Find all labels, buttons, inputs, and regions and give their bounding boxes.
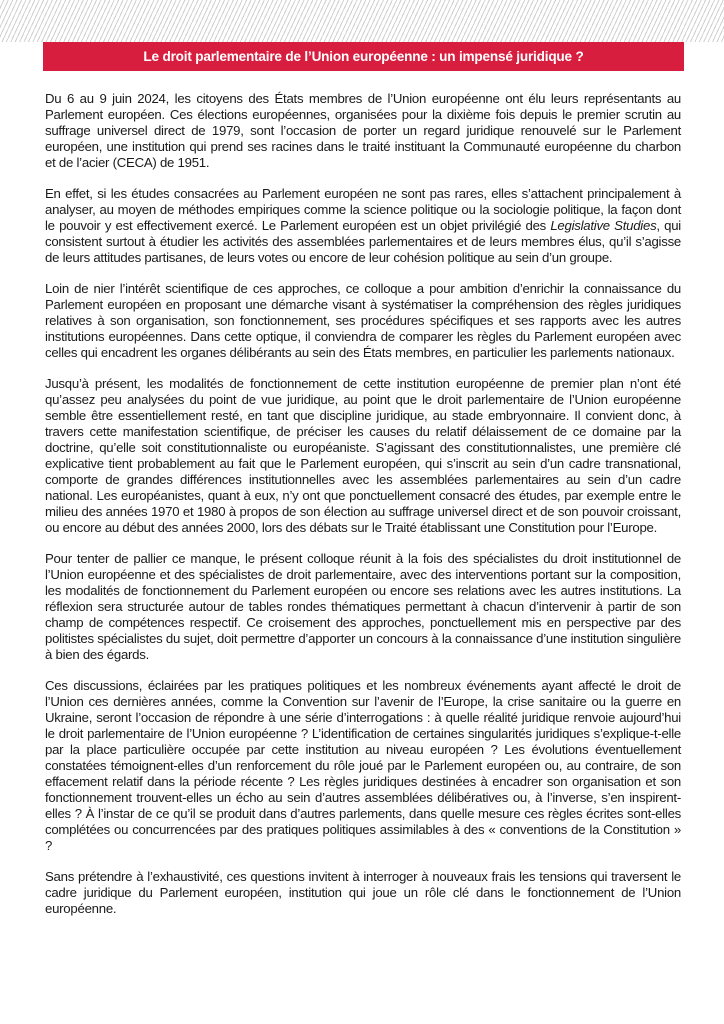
body-text	[45, 91, 681, 932]
paragraph-3: Loin de nier l’intérêt scientifique de ces approches, ce colloque a pour ambition d’enrichir la connaissance du Parlement européen en proposant une démarche visant à systématiser la compréhension des règles juridiques relatives à son organisation, son fonctionnement, ses procédures spécifiques et ses rapports avec les autres institutions européennes. Dans cette optique, il conviendra de comparer les règles du Parlement européen avec celles qui encadrent les organes délibérants au sein des États membres, en particulier les parlements nationaux.	[45, 281, 681, 360]
paragraph-2-end: , qui consistent surtout à étudier les activités des assemblées parlementaires et de leurs membres élus, qu’il s’agisse de leurs attitudes partisanes, de leurs votes ou encore de leur cohésion politique au sein d’un groupe.	[45, 218, 681, 265]
paragraph-6: Ces discussions, éclairées par les pratiques politiques et les nombreux événements ayant affecté le droit de l’Union ces dernières années, comme la Convention sur l’avenir de l’Europe, la crise sanitaire ou la guerre en Ukraine, seront l’occasion de répondre à une série d’interrogations : à quelle réalité juridique renvoie aujourd’hui le droit parlementaire de l’Union européenne ? L’identification de certaines singularités juridiques s’explique-t-elle par la place particulière occupée par cette institution au niveau européen ? Les évolutions éventuellement constatées témoignent-elles d’un renforcement du rôle joué par le Parlement européen ou, au contraire, de son effacement relatif dans la période récente ? Les règles juridiques destinées à encadrer son organisation et son fonctionnement trouvent-elles un écho au sein d’autres assemblées délibératives ou, à l’inverse, s’en inspirent-elles ? À l’instar de ce qu’il se produit dans d’autres parlements, dans quelle mesure ces règles écrites sont-elles complétées ou concurrencées par des pratiques politiques assimilables à des « conventions de la Constitution » ?	[45, 678, 681, 853]
paragraph-1: Du 6 au 9 juin 2024, les citoyens des États membres de l’Union européenne ont élu leurs représentants au Parlement européen. Ces élections européennes, organisées pour la dixième fois depuis le premier scrutin au suffrage universel direct de 1979, sont l’occasion de porter un regard juridique renouvelé sur le Parlement européen, une institution qui prend ses racines dans le traité instituant la Communauté européenne du charbon et de l’acier (CECA) de 1951.	[45, 91, 681, 170]
paragraph-2-start: En effet, si les études consacrées au Parlement européen ne sont pas rares, elles s’attachent principalement à analyser, au moyen de méthodes empiriques comme la science politique ou la sociologie politique, la façon dont le pouvoir y est effectivement exercé. Le Parlement européen est un objet privilégié des	[45, 186, 681, 233]
paragraph-5: Pour tenter de pallier ce manque, le présent colloque réunit à la fois des spécialistes du droit institutionnel de l’Union européenne et des spécialistes de droit parlementaire, avec des interventions portant sur la composition, les modalités de fonctionnement du Parlement européen ou encore ses relations avec les autres institutions. La réflexion sera structurée autour de tables rondes thématiques permettant à chacun d’intervenir à partir de son champ de compétences respectif. Ce croisement des approches, ponctuellement mis en perspective par des politistes spécialistes du sujet, doit permettre d’apporter un concours à la connaissance d’une institution singulière à bien des égards.	[45, 551, 681, 662]
paragraph-7: Sans prétendre à l’exhaustivité, ces questions invitent à interroger à nouveaux frais les tensions qui traversent le cadre juridique du Parlement européen, institution qui joue un rôle clé dans le fonctionnement de l’Union européenne.	[45, 869, 681, 916]
decorative-hatch-band	[0, 0, 724, 42]
paragraph-2	[45, 186, 681, 266]
paragraph-4: Jusqu’à présent, les modalités de fonctionnement de cette institution européenne de premier plan n’ont été qu’assez peu analysées du point de vue juridique, au point que le droit parlementaire de l’Union européenne semble être essentiellement resté, en tant que discipline juridique, au stade embryonnaire. Il convient donc, à travers cette manifestation scientifique, de préciser les causes du relatif délaissement de ce domaine par la doctrine, qu’elle soit constitutionnaliste ou européaniste. S’agissant des constitutionnalistes, une première clé explicative tient probablement au fait que le Parlement européen, qui s’inscrit au sein d’un cadre transnational, comporte de grandes différences institutionnelles avec les assemblées parlementaires au sein d’un cadre national. Les européanistes, quant à eux, n’y ont que ponctuellement consacré des études, par exemple entre le milieu des années 1970 et 1980 à propos de son élection au suffrage universel direct et de son pouvoir croissant, ou encore au début des années 2000, lors des débats sur le Traité établissant une Constitution pour l’Europe.	[45, 376, 681, 535]
page-title: Le droit parlementaire de l’Union européenne : un impensé juridique ?	[143, 49, 584, 64]
title-banner	[43, 42, 684, 71]
paragraph-2-italic: Legislative Studies	[550, 218, 657, 233]
